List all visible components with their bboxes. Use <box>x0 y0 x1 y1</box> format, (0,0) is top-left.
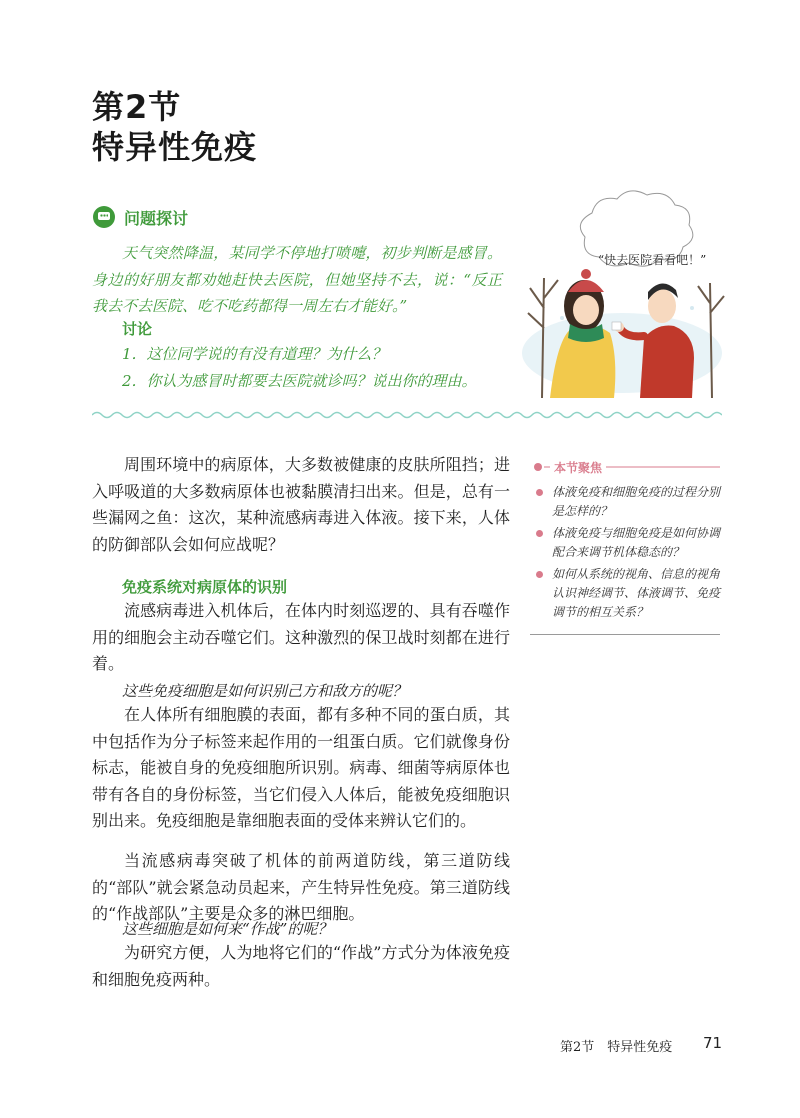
focus-divider <box>530 634 720 635</box>
italic-question: 这些免疫细胞是如何识别己方和敌方的呢？ <box>122 682 408 700</box>
paragraph: 当流感病毒突破了机体的前两道防线，第三道防线的“部队”就会紧急动员起来，产生特异性免疫。第三道防线的“作战部队”主要是众多的淋巴细胞。 <box>92 851 510 923</box>
footer-section: 第2节 特异性免疫 <box>560 1040 673 1055</box>
paragraph: 流感病毒进入机体后，在体内时刻巡逻的、具有吞噬作用的细胞会主动吞噬它们。这种激烈的保卫战时刻都在进行着。 <box>92 601 510 673</box>
paragraph: 在人体所有细胞膜的表面，都有多种不同的蛋白质，其中包括作为分子标签来起作用的一组蛋白质。它们就像身份标志，能被自身的免疫细胞所识别。病毒、细菌等病原体也带有各自的身份标签，当它们侵入人体后，能被免疫细胞识别出来。免疫细胞是靠细胞表面的受体来辨认它们的。 <box>92 705 510 830</box>
section-divider <box>92 408 722 422</box>
italic-question: 这些细胞是如何来“作战”的呢？ <box>122 920 333 938</box>
explore-title: 问题探讨 <box>124 209 189 228</box>
page-number: 71 <box>703 1034 723 1052</box>
section-title: 特异性免疫 <box>92 128 258 166</box>
explore-text: 天气突然降温，某同学不停地打喷嚏，初步判断是感冒。身边的好朋友都劝她赶快去医院，但她坚持不去，说：“反正我去不去医院、吃不吃药都得一周左右才能好。” <box>92 244 502 315</box>
discuss-label: 讨论 <box>122 320 153 338</box>
focus-title: 本节聚焦 <box>550 459 606 476</box>
focus-item: 体液免疫和细胞免疫的过程分别是怎样的？ <box>534 483 720 521</box>
section-heading: 免疫系统对病原体的识别 <box>122 578 288 596</box>
chat-bubble-icon <box>93 206 115 228</box>
cold-illustration <box>522 188 732 398</box>
focus-item: 如何从系统的视角、信息的视角认识神经调节、体液调节、免疫调节的相互关系？ <box>534 565 720 622</box>
section-number: 第2节 <box>92 88 182 126</box>
discuss-question: 1．这位同学说的有没有道理？为什么？ <box>122 345 387 363</box>
speech-bubble: “快去医院看看吧！” <box>598 253 707 267</box>
paragraph: 为研究方便，人为地将它们的“作战”方式分为体液免疫和细胞免疫两种。 <box>92 943 510 989</box>
paragraph: 周围环境中的病原体，大多数被健康的皮肤所阻挡；进入呼吸道的大多数病原体也被黏膜清扫出来。但是，总有一些漏网之鱼：这次，某种流感病毒进入体液。接下来，人体的防御部队会如何应战呢？ <box>92 455 510 554</box>
discuss-question: 2．你认为感冒时都要去医院就诊吗？说出你的理由。 <box>122 372 477 390</box>
bullet-icon <box>536 530 543 537</box>
focus-item: 体液免疫与细胞免疫是如何协调配合来调节机体稳态的？ <box>534 524 720 562</box>
bullet-icon <box>536 489 543 496</box>
bullet-icon <box>536 571 543 578</box>
focus-list <box>534 483 720 625</box>
